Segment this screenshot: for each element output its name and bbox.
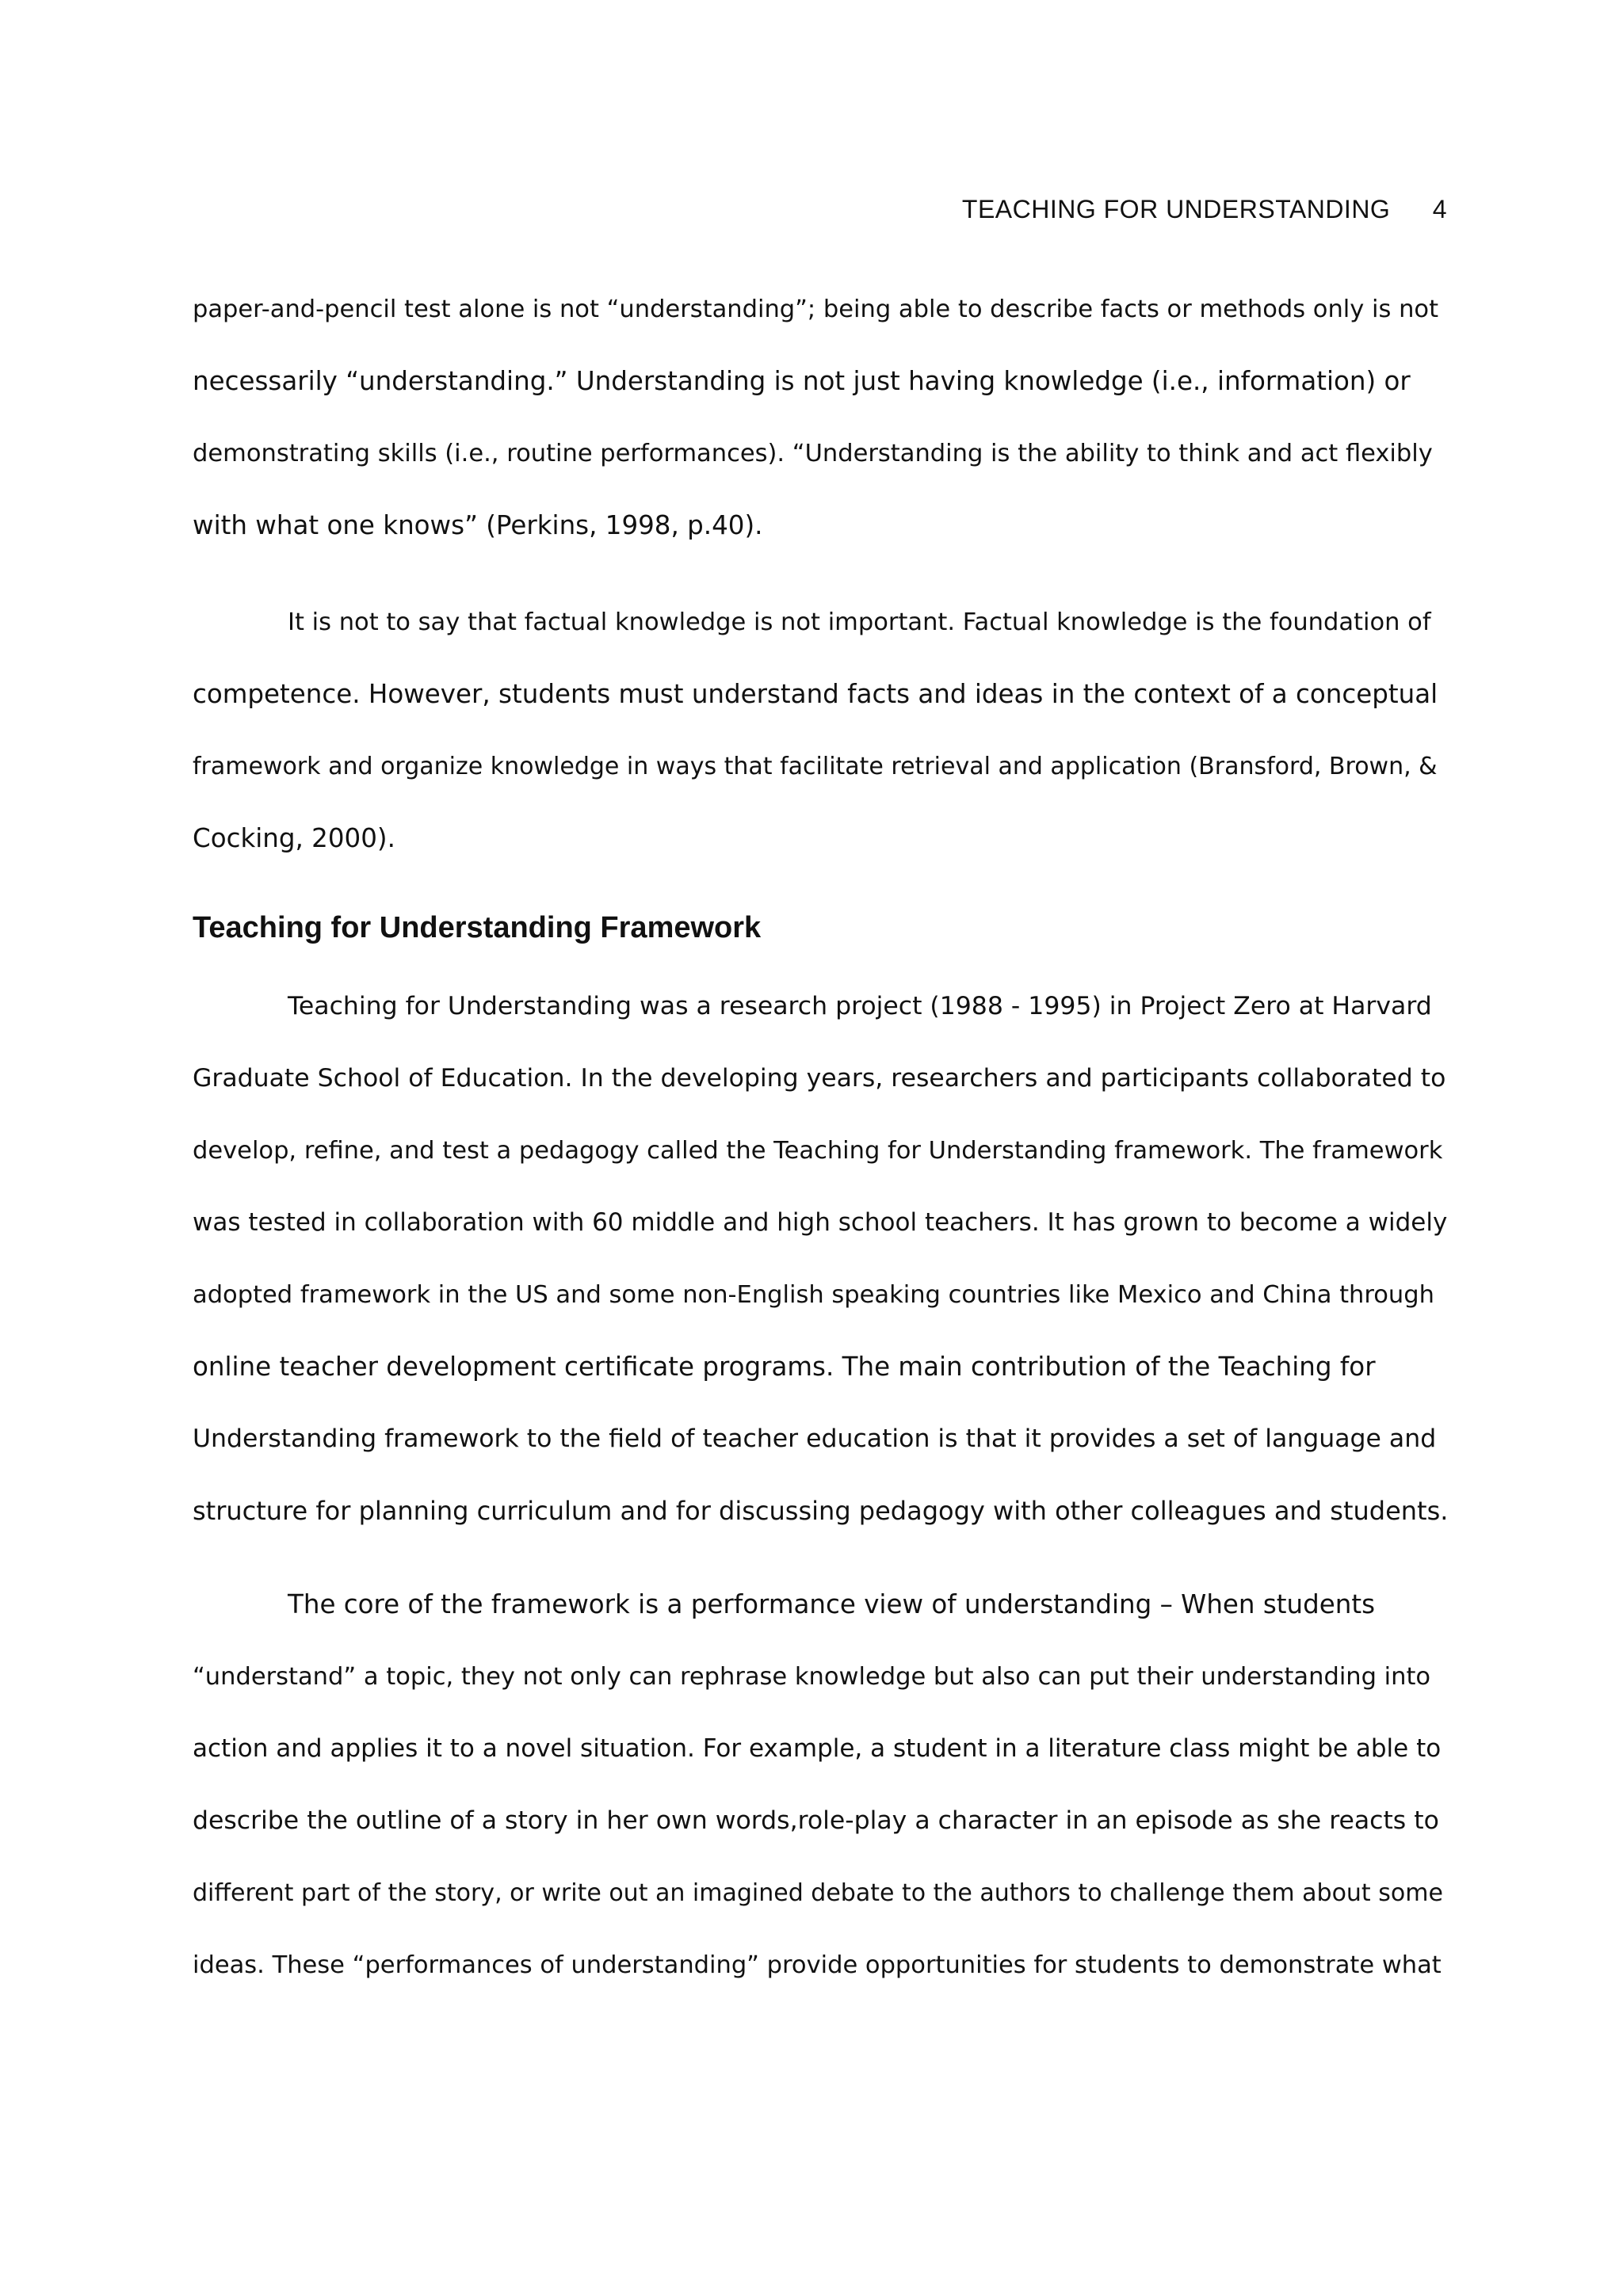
text-line: paper-and-pencil test alone is not “understanding”; being able to describe facts or methods only is not [193,296,1439,323]
text-line: “understand” a topic, they not only can rephrase knowledge but also can put their understanding into [193,1663,1431,1691]
text-line: online teacher development certificate programs. The main contribution of the Teaching for [193,1352,1376,1382]
text-line: ideas. These “performances of understanding” provide opportunities for students to demonstrate what [193,1951,1442,1979]
text-line: develop, refine, and test a pedagogy called the Teaching for Understanding framework. The framework [193,1137,1443,1165]
text-line: structure for planning curriculum and for discussing pedagogy with other colleagues and students. [193,1496,1449,1526]
text-line: necessarily “understanding.” Understanding is not just having knowledge (i.e., information) or [193,366,1411,396]
text-line: Graduate School of Education. In the developing years, researchers and participants collaborated to [193,1064,1446,1093]
paragraph-2 [193,586,1449,875]
text-line: with what one knows” (Perkins, 1998, p.40). [193,510,763,540]
paragraph-4 [193,1569,1449,2001]
text-line: was tested in collaboration with 60 middle and high school teachers. It has grown to become a widely [193,1208,1448,1237]
paragraph-3 [193,971,1449,1547]
paragraph-1 [193,273,1449,562]
text-line: describe the outline of a story in her own words,role-play a character in an episode as she reacts to [193,1806,1439,1835]
section-heading: Teaching for Understanding Framework [193,911,762,944]
text-line: The core of the framework is a performance view of understanding – When students [288,1589,1376,1619]
text-line: demonstrating skills (i.e., routine performances). “Understanding is the ability to think and act flexibly [193,440,1433,467]
text-line: Understanding framework to the field of teacher education is that it provides a set of language and [193,1425,1437,1453]
text-line: adopted framework in the US and some non-English speaking countries like Mexico and China through [193,1281,1434,1309]
text-line: Teaching for Understanding was a research project (1988 - 1995) in Project Zero at Harvard [288,992,1432,1020]
running-head [962,195,1447,224]
page-number: 4 [1432,195,1447,223]
text-line: It is not to say that factual knowledge is not important. Factual knowledge is the foundation of [288,608,1431,636]
text-line: action and applies it to a novel situation. For example, a student in a literature class might be able to [193,1734,1442,1763]
text-line: different part of the story, or write out an imagined debate to the authors to challenge them about some [193,1879,1443,1907]
text-line: framework and organize knowledge in ways that facilitate retrieval and application (Bransford, Brown, & [193,753,1438,780]
text-line: Cocking, 2000). [193,823,395,853]
text-line: competence. However, students must understand facts and ideas in the context of a conceptual [193,679,1438,709]
running-head-title: TEACHING FOR UNDERSTANDING [961,195,1391,223]
